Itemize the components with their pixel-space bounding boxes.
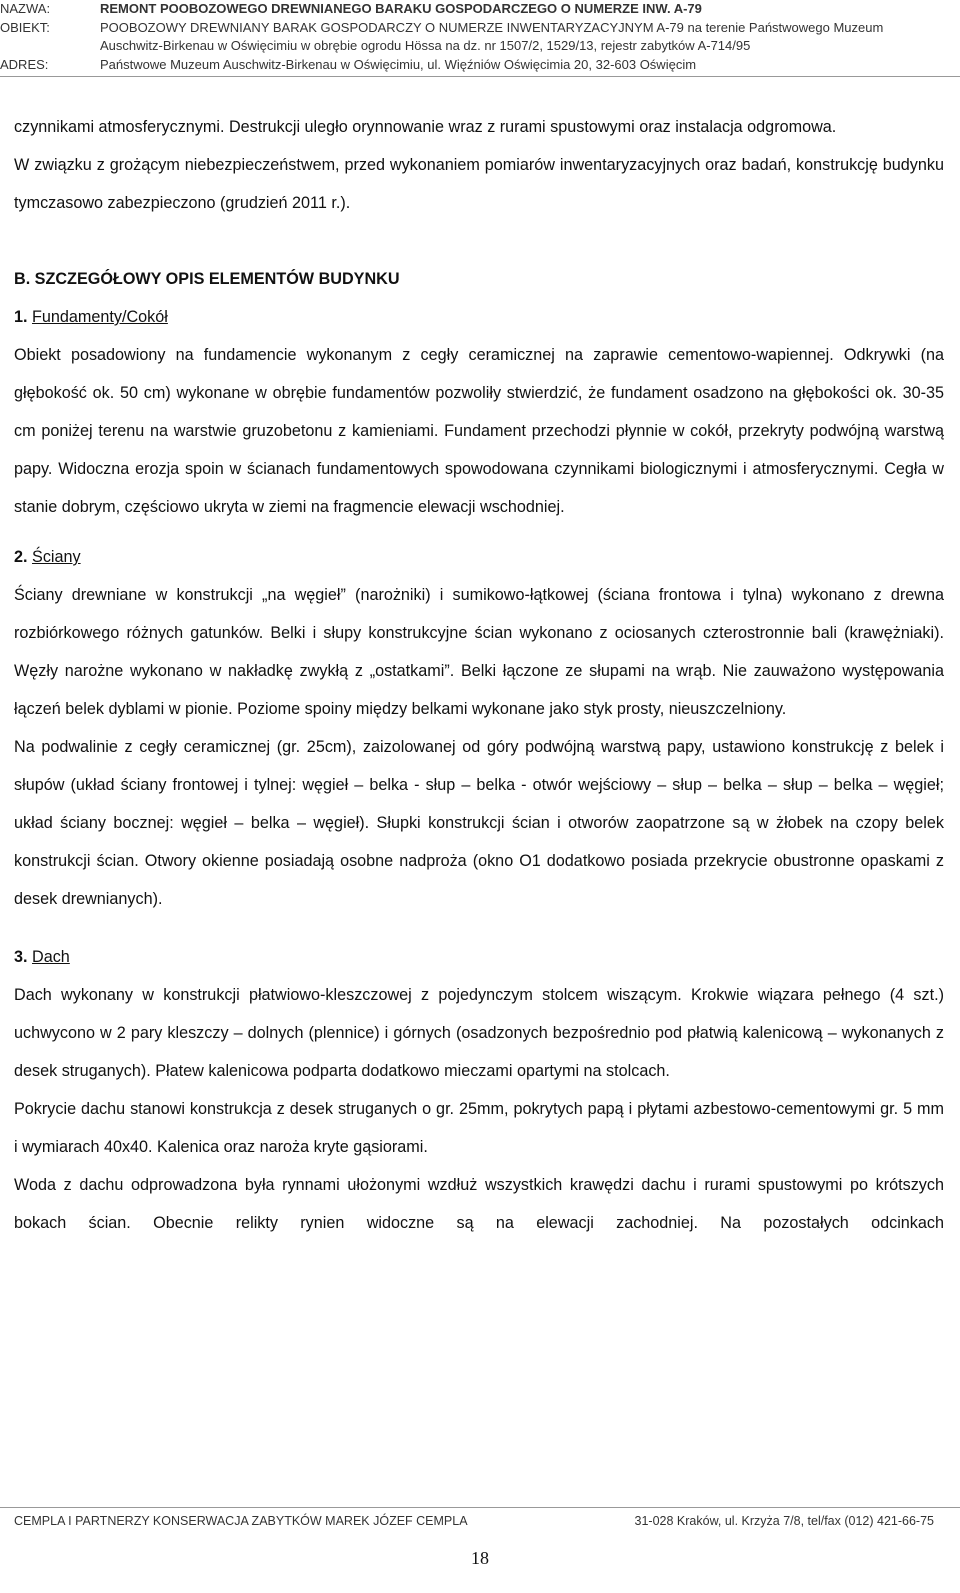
header-label: NAZWA: (0, 1, 51, 16)
section-heading-text: Fundamenty/Cokół (32, 308, 168, 326)
footer-divider (0, 1507, 960, 1508)
paragraph: czynnikami atmosferycznymi. Destrukcji uległo orynnowanie wraz z rurami spustowymi oraz instalacja odgromowa. (14, 118, 837, 136)
section-heading-roof (14, 938, 944, 976)
header-value: REMONT POOBOZOWEGO DREWNIANEGO BARAKU GOSPODARCZEGO O NUMERZE INW. A-79 (100, 1, 702, 16)
header-value: Auschwitz-Birkenau w Oświęcimiu w obrębie ogrodu Hössa na dz. nr 1507/2, 1529/13, rejestr zabytków A-714/95 (100, 38, 751, 53)
header-label: OBIEKT: (0, 20, 50, 35)
paragraph: Na podwalinie z cegły ceramicznej (gr. 25cm), zaizolowanej od góry podwójną warstwą papy, ustawiono konstrukcję z belek i słupów (układ ściany frontowej i tylnej: węgieł – belka - słup – belka - otwór wejściowy – słup – belka – słup – belka – węgieł; układ ściany bocznej: węgieł – belka – węgieł). Słupki konstrukcji ścian i otworów zaopatrzone są w żłobek na czopy belek konstrukcji ścian. Otwory okienne posiadają osobne nadproża (okno O1 dodatkowo posiada przekrycie obustronne opaskami z desek drewnianych). (14, 738, 944, 908)
page-number: 18 (471, 1548, 489, 1568)
paragraph: Ściany drewniane w konstrukcji „na węgieł” (narożniki) i sumikowo-łątkowej (ściana frontowa i tylna) wykonano z drewna rozbiórkowego różnych gatunków. Belki i słupy konstrukcyjne ścian wykonano z ociosanych czterostronnie bali (krawężniaki). Węzły narożne wykonano w nakładkę zwykłą z „ostatkami”. Belki łączone ze słupami na wrąb. Nie zauważono występowania łączeń belek dyblami w pionie. Poziome spoiny między belkami wykonane jako styk prosty, nieuszczelniony. (14, 586, 944, 718)
section-number: 3. (14, 948, 28, 966)
section-heading-foundations (14, 298, 944, 336)
footer-address: 31-028 Kraków, ul. Krzyża 7/8, tel/fax (012) 421-66-75 (634, 1514, 934, 1528)
header-divider (0, 76, 960, 77)
section-heading-text: Dach (32, 948, 70, 966)
section-heading-text: Ściany (32, 548, 81, 566)
paragraph: Woda z dachu odprowadzona była rynnami ułożonymi wzdłuż wszystkich krawędzi dachu i rurami spustowymi po krótszych bokach ścian. Obecnie relikty rynien widoczne są na elewacji zachodniej. Na pozostałych odcinkach (14, 1176, 944, 1232)
section-number: 2. (14, 548, 28, 566)
spacer (14, 222, 944, 260)
document-header (0, 0, 960, 76)
spacer (14, 918, 944, 938)
section-heading-walls (14, 538, 944, 576)
paragraph: Dach wykonany w konstrukcji płatwiowo-kleszczowej z pojedynczym stolcem wiszącym. Krokwie wiązara pełnego (4 szt.) uchwycono w 2 pary kleszczy – dolnych (plennice) i górnych (osadzonych bezpośrednio pod płatwią kalenicową – wykonanych z desek struganych). Płatew kalenicowa podparta dodatkowo mieczami opartymi na stolcach. (14, 986, 944, 1080)
section-number: 1. (14, 308, 28, 326)
header-label: ADRES: (0, 57, 49, 72)
footer-company: CEMPLA I PARTNERZY KONSERWACJA ZABYTKÓW MAREK JÓZEF CEMPLA (14, 1514, 468, 1528)
document-body (14, 108, 944, 1242)
paragraph: Obiekt posadowiony na fundamencie wykonanym z cegły ceramicznej na zaprawie cementowo-wapiennej. Odkrywki (na głębokość ok. 50 cm) wykonane w obrębie fundamentów pozwoliły stwierdzić, że fundament osadzono na głębokości ok. 30-35 cm poniżej terenu na warstwie gruzobetonu z kamieniami. Fundament przechodzi płynnie w cokół, przekryty podwójną warstwą papy. Widoczna erozja spoin w ścianach fundamentowych spowodowana czynnikami biologicznymi i atmosferycznymi. Cegła w stanie dobrym, częściowo ukryta w ziemi na fragmencie elewacji wschodniej. (14, 346, 944, 516)
header-value: POOBOZOWY DREWNIANY BARAK GOSPODARCZY O NUMERZE INWENTARYZACYJNYM A-79 na terenie Państwowego Muzeum (100, 20, 884, 35)
paragraph: W związku z grożącym niebezpieczeństwem, przed wykonaniem pomiarów inwentaryzacyjnych oraz badań, konstrukcję budynku tymczasowo zabezpieczono (grudzień 2011 r.). (14, 156, 944, 212)
paragraph: Pokrycie dachu stanowi konstrukcja z desek struganych o gr. 25mm, pokrytych papą i płytami azbestowo-cementowymi gr. 5 mm i wymiarach 40x40. Kalenica oraz naroża kryte gąsiorami. (14, 1100, 944, 1156)
header-value: Państwowe Muzeum Auschwitz-Birkenau w Oświęcimiu, ul. Więźniów Oświęcimia 20, 32-603 Oświęcim (100, 57, 697, 72)
section-title: B. SZCZEGÓŁOWY OPIS ELEMENTÓW BUDYNKU (14, 270, 400, 288)
spacer (14, 526, 944, 538)
